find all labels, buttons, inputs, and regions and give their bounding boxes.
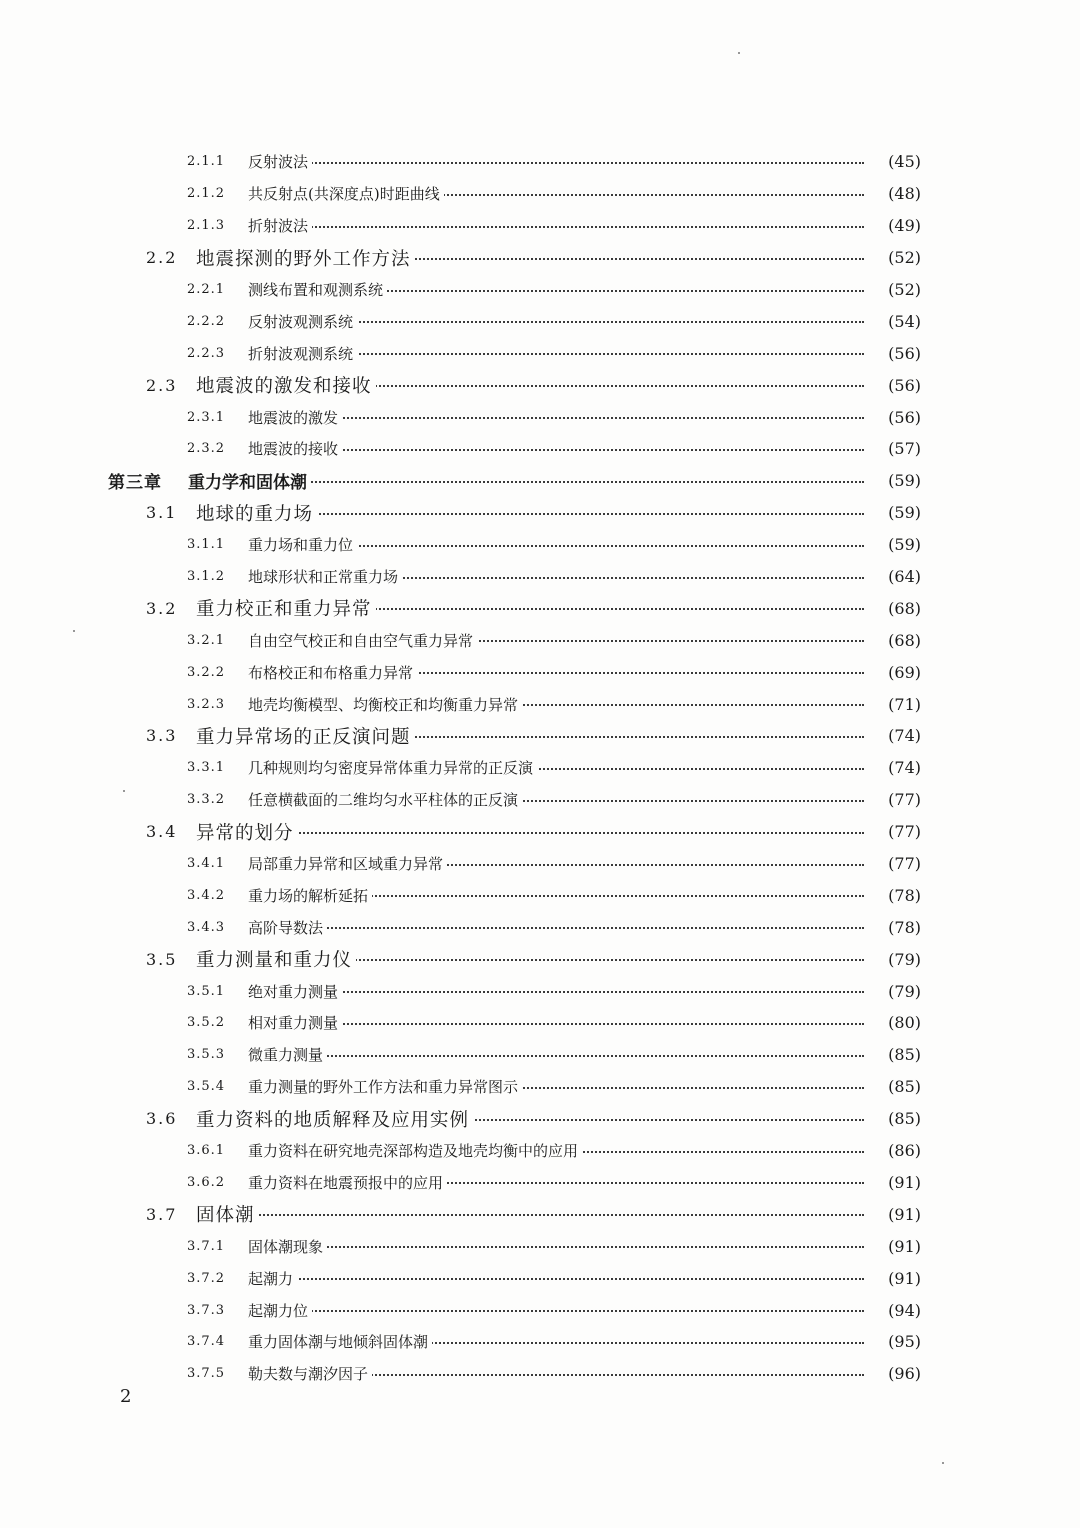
toc-entry-page: (56)	[877, 376, 921, 395]
toc-entry-number: 3.1	[146, 503, 178, 523]
toc-entry[interactable]	[0, 592, 1080, 624]
toc-entry[interactable]	[0, 943, 1080, 975]
scan-speck	[942, 1462, 944, 1464]
toc-entry-number: 3.3.1	[187, 760, 226, 776]
toc-entry-number: 2.2.1	[187, 282, 226, 297]
toc-entry-page: (91)	[877, 1173, 921, 1192]
toc-entry-number: 3.7.2	[187, 1270, 226, 1286]
scan-speck	[73, 630, 75, 632]
toc-entry-title: 重力异常场的正反演问题	[196, 723, 415, 749]
toc-entry-title: 地震波的激发	[248, 407, 342, 428]
toc-entry[interactable]	[0, 624, 1080, 656]
toc-entry-number: 2.3	[146, 375, 178, 395]
toc-entry-title: 反射波法	[248, 151, 312, 172]
toc-entry-number: 2.1.2	[187, 186, 226, 202]
toc-entry-title: 重力资料在地震预报中的应用	[248, 1172, 447, 1193]
toc-entry-page: (91)	[877, 1269, 921, 1288]
toc-entry-title: 地球的重力场	[196, 500, 317, 526]
toc-entry-number: 3.2.1	[187, 632, 226, 648]
toc-entry-title: 任意横截面的二维均匀水平柱体的正反演	[248, 789, 522, 810]
table-of-contents	[0, 146, 1080, 1390]
toc-entry-page: (80)	[877, 1013, 921, 1032]
toc-entry-title: 自由空气校正和自由空气重力异常	[248, 630, 477, 651]
toc-entry-title: 固体潮	[196, 1201, 259, 1227]
toc-entry[interactable]	[0, 1135, 1080, 1167]
toc-leader-dots	[248, 1310, 864, 1312]
toc-entry[interactable]	[0, 784, 1080, 816]
toc-entry-page: (56)	[877, 344, 921, 363]
toc-entry[interactable]	[0, 1071, 1080, 1103]
toc-entry[interactable]	[0, 975, 1080, 1007]
toc-leader-dots	[248, 927, 864, 929]
toc-leader-dots	[248, 1055, 864, 1057]
toc-entry[interactable]	[0, 1358, 1080, 1390]
toc-entry-page: (56)	[877, 408, 921, 427]
toc-entry-number: 3.6.2	[187, 1174, 226, 1190]
toc-entry-page: (77)	[877, 854, 921, 873]
toc-entry-page: (48)	[877, 184, 921, 203]
toc-entry-title: 高阶导数法	[248, 917, 327, 938]
toc-entry-title: 几种规则均匀密度异常体重力异常的正反演	[248, 757, 537, 778]
toc-entry-page: (91)	[877, 1237, 921, 1256]
toc-entry-number: 2.2	[146, 248, 178, 268]
toc-entry[interactable]	[0, 1039, 1080, 1071]
toc-entry[interactable]	[0, 1198, 1080, 1230]
toc-leader-dots	[196, 1214, 864, 1216]
toc-entry-title: 固体潮现象	[248, 1236, 327, 1257]
toc-entry-number: 2.2.2	[187, 313, 226, 329]
toc-entry-number: 3.7	[146, 1204, 178, 1224]
toc-entry-title: 相对重力测量	[248, 1012, 342, 1033]
toc-entry-title: 地震波的激发和接收	[196, 372, 376, 398]
toc-entry-title: 重力校正和重力异常	[196, 595, 376, 621]
toc-entry-page: (91)	[877, 1205, 921, 1224]
toc-entry-title: 绝对重力测量	[248, 981, 342, 1002]
toc-entry-page: (59)	[877, 535, 921, 554]
toc-entry-number: 3.1.2	[187, 569, 226, 585]
toc-entry[interactable]	[0, 1262, 1080, 1294]
toc-entry-number: 3.5.4	[187, 1079, 226, 1095]
toc-entry-title: 重力学和固体潮	[188, 468, 311, 493]
toc-entry[interactable]	[0, 1103, 1080, 1135]
toc-entry-number: 2.3.2	[187, 441, 226, 457]
toc-entry-title: 重力测量和重力仪	[196, 946, 356, 972]
toc-entry-title: 重力场的解析延拓	[248, 885, 372, 906]
toc-entry-number: 3.7.1	[187, 1238, 226, 1254]
toc-entry[interactable]	[0, 529, 1080, 561]
toc-entry-page: (79)	[877, 982, 921, 1001]
toc-entry-title: 重力测量的野外工作方法和重力异常图示	[248, 1076, 522, 1097]
toc-entry[interactable]	[0, 497, 1080, 529]
toc-leader-dots	[248, 1246, 864, 1248]
toc-entry-number: 3.4.2	[187, 887, 226, 903]
toc-entry[interactable]	[0, 210, 1080, 242]
toc-entry[interactable]	[0, 911, 1080, 943]
toc-entry-page: (57)	[877, 439, 921, 458]
toc-entry-number: 2.1.3	[187, 218, 226, 234]
toc-entry-page: (77)	[877, 790, 921, 809]
toc-entry-page: (71)	[877, 695, 921, 714]
toc-entry-title: 异常的划分	[196, 819, 298, 845]
toc-entry-page: (78)	[877, 886, 921, 905]
toc-entry[interactable]	[0, 688, 1080, 720]
toc-entry-title: 局部重力异常和区域重力异常	[248, 853, 447, 874]
toc-entry[interactable]	[0, 369, 1080, 401]
toc-entry[interactable]	[0, 305, 1080, 337]
scan-speck	[123, 790, 125, 792]
toc-entry-page: (74)	[877, 726, 921, 745]
toc-entry-page: (49)	[877, 216, 921, 235]
toc-entry-number: 3.3.2	[187, 792, 226, 808]
toc-entry-number: 3.7.3	[187, 1302, 226, 1318]
toc-entry-page: (95)	[877, 1332, 921, 1351]
toc-entry-title: 地球形状和正常重力场	[248, 566, 402, 587]
toc-entry-title: 重力固体潮与地倾斜固体潮	[248, 1331, 432, 1352]
toc-entry-page: (85)	[877, 1109, 921, 1128]
toc-entry-number: 3.2	[146, 598, 178, 618]
toc-entry-title: 起潮力	[248, 1268, 297, 1289]
toc-entry-title: 重力资料的地质解释及应用实例	[196, 1106, 473, 1132]
toc-entry[interactable]	[0, 242, 1080, 274]
toc-entry-page: (79)	[877, 950, 921, 969]
toc-entry-number: 2.2.3	[187, 345, 226, 361]
toc-entry[interactable]	[0, 720, 1080, 752]
toc-entry[interactable]	[0, 178, 1080, 210]
scan-speck	[738, 52, 740, 54]
toc-entry-title: 地壳均衡模型、均衡校正和均衡重力异常	[248, 694, 522, 715]
toc-entry-page: (59)	[877, 503, 921, 522]
toc-entry[interactable]	[0, 146, 1080, 178]
toc-entry-page: (59)	[877, 471, 921, 490]
toc-entry-title: 起潮力位	[248, 1300, 312, 1321]
toc-leader-dots	[248, 162, 864, 164]
toc-entry[interactable]	[0, 1294, 1080, 1326]
toc-entry-title: 重力场和重力位	[248, 534, 357, 555]
toc-entry-number: 3.7.5	[187, 1366, 226, 1382]
toc-entry-title: 勒夫数与潮汐因子	[248, 1363, 372, 1384]
toc-entry-page: (68)	[877, 599, 921, 618]
toc-entry[interactable]	[0, 274, 1080, 306]
toc-entry-page: (74)	[877, 758, 921, 777]
toc-entry-number: 3.6	[146, 1109, 178, 1129]
toc-entry-number: 3.5.3	[187, 1047, 226, 1063]
toc-entry-number: 3.3	[146, 726, 178, 746]
toc-entry[interactable]	[0, 656, 1080, 688]
toc-entry[interactable]	[0, 561, 1080, 593]
toc-entry-title: 测线布置和观测系统	[248, 279, 387, 300]
toc-entry-page: (78)	[877, 918, 921, 937]
toc-entry-title: 布格校正和布格重力异常	[248, 662, 417, 683]
toc-entry-page: (69)	[877, 663, 921, 682]
toc-entry-number: 3.5	[146, 949, 178, 969]
toc-entry[interactable]	[0, 401, 1080, 433]
toc-entry-page: (68)	[877, 631, 921, 650]
toc-entry-number: 2.3.1	[187, 409, 226, 425]
toc-entry-page: (85)	[877, 1045, 921, 1064]
toc-entry-title: 微重力测量	[248, 1044, 327, 1065]
toc-entry-number: 3.4.1	[187, 856, 226, 872]
toc-entry-title: 重力资料在研究地壳深部构造及地壳均衡中的应用	[248, 1140, 582, 1161]
toc-entry-number: 3.6.1	[187, 1143, 226, 1159]
toc-entry[interactable]	[0, 1167, 1080, 1199]
toc-leader-dots	[248, 1278, 864, 1280]
toc-entry[interactable]	[0, 816, 1080, 848]
toc-entry-number: 3.5.1	[187, 983, 226, 999]
toc-entry[interactable]	[0, 848, 1080, 880]
toc-entry-page: (96)	[877, 1364, 921, 1383]
toc-entry-page: (52)	[877, 248, 921, 267]
toc-entry-number: 3.2.2	[187, 664, 226, 680]
toc-entry-number: 3.5.2	[187, 1015, 226, 1031]
toc-entry-number: 3.7.4	[187, 1334, 226, 1350]
toc-entry-number: 第三章	[108, 473, 162, 494]
toc-entry[interactable]	[0, 752, 1080, 784]
toc-entry[interactable]	[0, 1230, 1080, 1262]
toc-leader-dots	[248, 226, 864, 228]
toc-entry[interactable]	[0, 433, 1080, 465]
toc-entry[interactable]	[0, 337, 1080, 369]
toc-entry-page: (77)	[877, 822, 921, 841]
toc-entry-page: (54)	[877, 312, 921, 331]
toc-entry-page: (64)	[877, 567, 921, 586]
toc-entry-page: (45)	[877, 152, 921, 171]
toc-entry-title: 地震波的接收	[248, 438, 342, 459]
toc-entry[interactable]	[0, 465, 1080, 497]
page-number: 2	[120, 1386, 132, 1407]
toc-entry-title: 折射波观测系统	[248, 343, 357, 364]
toc-entry-page: (86)	[877, 1141, 921, 1160]
toc-entry[interactable]	[0, 1007, 1080, 1039]
toc-entry-number: 3.4	[146, 822, 178, 842]
toc-entry-page: (85)	[877, 1077, 921, 1096]
toc-entry-title: 折射波法	[248, 215, 312, 236]
toc-entry[interactable]	[0, 1326, 1080, 1358]
toc-entry-title: 地震探测的野外工作方法	[196, 245, 415, 271]
toc-entry-page: (52)	[877, 280, 921, 299]
toc-entry-title: 共反射点(共深度点)时距曲线	[248, 183, 444, 204]
toc-entry[interactable]	[0, 879, 1080, 911]
toc-entry-title: 反射波观测系统	[248, 311, 357, 332]
toc-entry-page: (94)	[877, 1301, 921, 1320]
toc-entry-number: 2.1.1	[187, 154, 226, 170]
toc-entry-number: 3.4.3	[187, 919, 226, 935]
toc-entry-number: 3.1.1	[187, 537, 226, 553]
toc-entry-number: 3.2.3	[187, 696, 226, 712]
